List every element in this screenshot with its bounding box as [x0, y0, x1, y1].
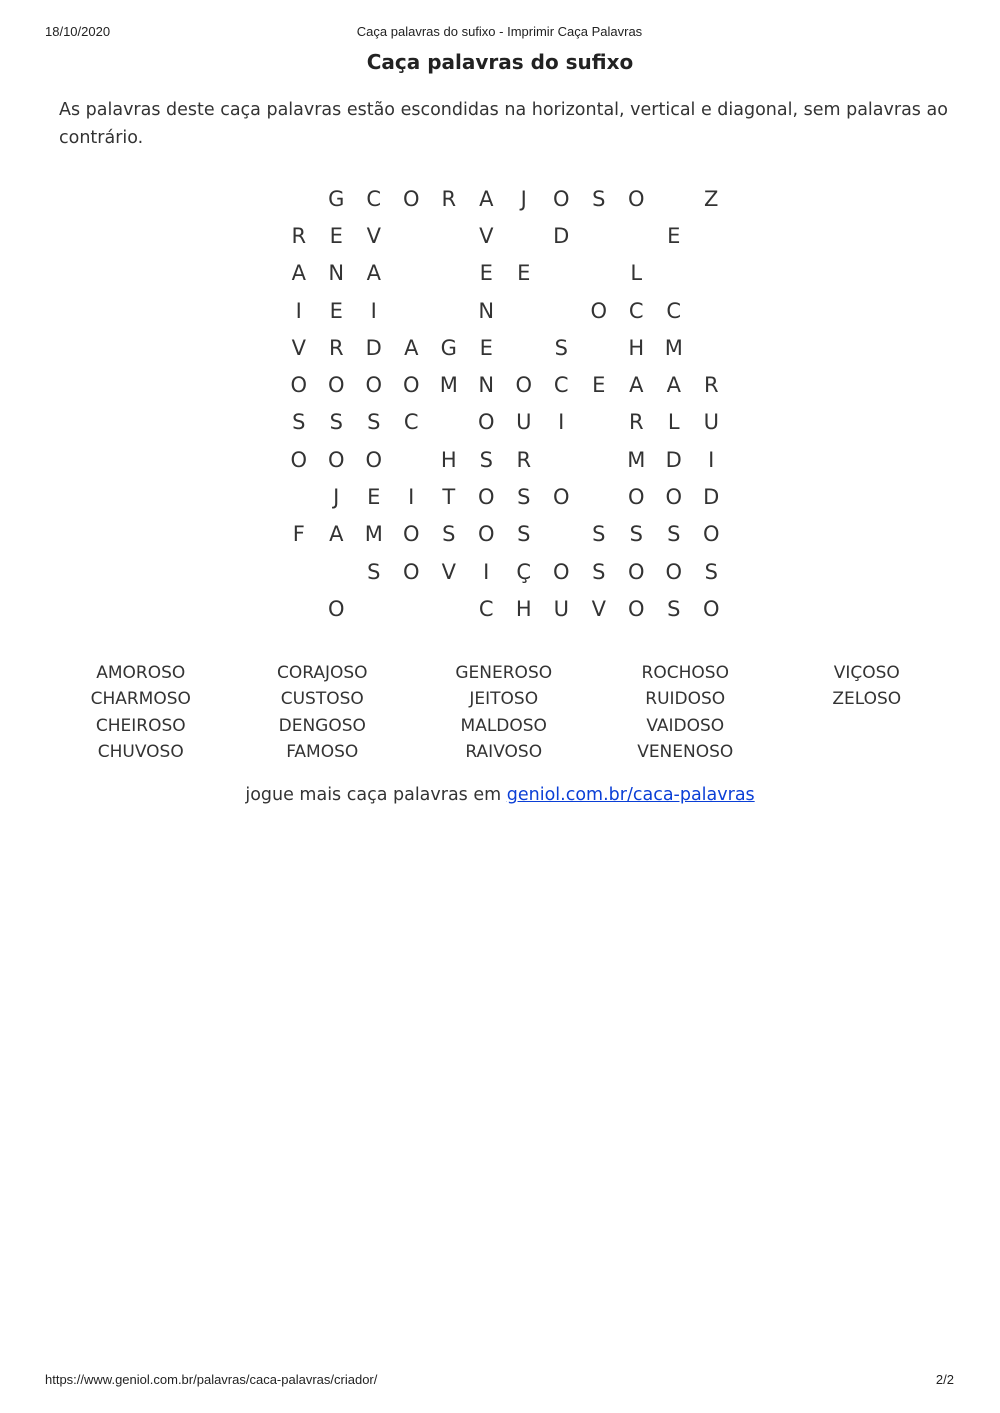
grid-cell: O	[552, 186, 570, 211]
grid-cell: S	[667, 596, 681, 621]
grid-cell: V	[441, 559, 456, 584]
grid-cell: S	[629, 522, 643, 547]
grid-cell	[355, 590, 393, 627]
grid-cell: F	[292, 522, 305, 547]
grid-cell: M	[664, 335, 683, 360]
grid-cell: S	[479, 447, 493, 472]
geniol-link[interactable]: geniol.com.br/caca-palavras	[506, 785, 755, 805]
word-search-grid	[280, 180, 730, 628]
grid-cell	[693, 329, 731, 366]
grid-cell: Z	[704, 186, 719, 211]
grid-cell: O	[290, 447, 308, 472]
grid-cell: G	[440, 335, 457, 360]
grid-cell: J	[520, 186, 527, 211]
grid-cell: S	[704, 559, 718, 584]
grid-cell: R	[441, 186, 457, 211]
grid-cell: D	[553, 223, 570, 248]
grid-cell: O	[552, 559, 570, 584]
grid-cell: C	[403, 410, 419, 435]
grid-cell: S	[517, 522, 531, 547]
grid-cell: O	[402, 186, 420, 211]
grid-cell: O	[402, 559, 420, 584]
word-list-item: VIÇOSO	[833, 663, 900, 683]
grid-cell	[580, 255, 618, 292]
grid-cell: E	[592, 373, 606, 398]
print-header	[45, 24, 954, 40]
grid-cell: R	[516, 447, 532, 472]
page-number: 2/2	[935, 1372, 954, 1387]
grid-cell: C	[366, 186, 382, 211]
grid-cell: R	[703, 373, 719, 398]
grid-cell: A	[366, 261, 381, 286]
word-list-item: CHEIROSO	[95, 715, 186, 736]
grid-cell	[430, 404, 468, 441]
grid-cell: D	[703, 485, 720, 510]
word-list	[50, 660, 958, 766]
grid-cell	[280, 590, 318, 627]
word-list-item: VAIDOSO	[646, 715, 725, 736]
grid-cell: J	[333, 485, 340, 510]
grid-cell: O	[477, 410, 495, 435]
print-url: https://www.geniol.com.br/palavras/caca-palavras/criador/	[45, 1372, 378, 1387]
grid-cell: M	[439, 373, 458, 398]
grid-cell	[580, 441, 618, 478]
grid-cell: O	[665, 559, 683, 584]
grid-cell	[393, 441, 431, 478]
grid-cell: H	[628, 335, 645, 360]
word-list-item: CORAJOSO	[276, 663, 368, 683]
grid-cell: A	[329, 522, 344, 547]
word-list-item: CUSTOSO	[280, 689, 364, 710]
grid-cell: T	[442, 485, 456, 510]
grid-cell	[430, 590, 468, 627]
grid-cell: E	[667, 223, 681, 248]
grid-cell: O	[590, 298, 608, 323]
grid-cell: A	[404, 335, 419, 360]
grid-cell: S	[554, 335, 568, 360]
grid-cell: V	[479, 223, 494, 248]
grid-cell: S	[517, 485, 531, 510]
grid-cell: C	[666, 298, 682, 323]
grid-cell	[505, 329, 543, 366]
grid-cell	[393, 292, 431, 329]
grid-cell	[393, 217, 431, 254]
grid-cell: M	[627, 447, 646, 472]
word-list-item: VENENOSO	[637, 742, 734, 763]
grid-cell: A	[479, 186, 494, 211]
grid-cell: O	[665, 485, 683, 510]
word-list-item: ZELOSO	[832, 689, 902, 710]
grid-cell	[580, 478, 618, 515]
grid-cell	[655, 255, 693, 292]
grid-cell	[655, 180, 693, 217]
grid-cell	[693, 292, 731, 329]
grid-cell: O	[365, 447, 383, 472]
grid-cell: L	[667, 410, 680, 435]
grid-cell: O	[327, 373, 345, 398]
instructions-text: As palavras deste caça palavras estão escondidas na horizontal, vertical e diagonal, sem palavras ao contrário.	[59, 100, 948, 148]
grid-cell: O	[327, 447, 345, 472]
page-title: Caça palavras do sufixo	[366, 50, 634, 74]
grid-cell	[318, 553, 356, 590]
grid-cell: I	[295, 298, 302, 323]
grid-cell: I	[483, 559, 490, 584]
grid-cell: S	[592, 522, 606, 547]
word-list-item: RAIVOSO	[465, 742, 543, 763]
word-list-item: RUIDOSO	[645, 689, 726, 710]
grid-cell: O	[515, 373, 533, 398]
grid-cell: V	[591, 596, 606, 621]
grid-cell: N	[478, 373, 495, 398]
print-footer	[45, 1372, 954, 1388]
grid-cell	[580, 404, 618, 441]
grid-cell: O	[627, 186, 645, 211]
print-title: Caça palavras do sufixo - Imprimir Caça Palavras	[356, 24, 643, 39]
grid-cell: S	[442, 522, 456, 547]
grid-cell: O	[402, 373, 420, 398]
grid-cell: C	[628, 298, 644, 323]
grid-cell: O	[627, 596, 645, 621]
grid-cell	[393, 590, 431, 627]
grid-cell: U	[703, 410, 719, 435]
grid-cell: O	[702, 522, 720, 547]
grid-cell: O	[477, 485, 495, 510]
grid-cell	[543, 516, 581, 553]
grid-cell	[580, 329, 618, 366]
grid-cell: R	[628, 410, 644, 435]
grid-cell: S	[592, 559, 606, 584]
grid-cell: A	[666, 373, 681, 398]
grid-cell: L	[630, 261, 643, 286]
grid-cell	[430, 217, 468, 254]
word-list-item: AMOROSO	[96, 663, 186, 683]
grid-cell: C	[553, 373, 569, 398]
grid-cell: N	[478, 298, 495, 323]
word-list-item	[776, 713, 958, 739]
grid-cell: E	[329, 223, 343, 248]
grid-cell: S	[292, 410, 306, 435]
grid-cell: D	[665, 447, 682, 472]
grid-cell	[280, 553, 318, 590]
word-list-item: FAMOSO	[286, 742, 359, 763]
grid-cell: A	[629, 373, 644, 398]
word-list-item: MALDOSO	[460, 715, 547, 736]
footer-note	[0, 785, 1000, 805]
grid-cell: O	[627, 559, 645, 584]
grid-cell: G	[328, 186, 345, 211]
grid-cell	[580, 217, 618, 254]
grid-cell: H	[440, 447, 457, 472]
grid-cell	[393, 255, 431, 292]
grid-cell: E	[517, 261, 531, 286]
print-date: 18/10/2020	[45, 24, 111, 39]
grid-cell: V	[366, 223, 381, 248]
grid-cell	[430, 255, 468, 292]
grid-cell: S	[592, 186, 606, 211]
word-list-item: CHARMOSO	[90, 689, 191, 710]
grid-cell: I	[370, 298, 377, 323]
grid-cell: E	[479, 261, 493, 286]
grid-cell: O	[477, 522, 495, 547]
grid-cell: O	[627, 485, 645, 510]
grid-cell	[543, 441, 581, 478]
word-list-item	[776, 739, 958, 765]
grid-cell: U	[553, 596, 569, 621]
grid-cell	[505, 292, 543, 329]
grid-cell: M	[364, 522, 383, 547]
grid-cell: O	[552, 485, 570, 510]
grid-cell: S	[329, 410, 343, 435]
grid-cell: O	[290, 373, 308, 398]
grid-cell: A	[291, 261, 306, 286]
grid-cell: I	[408, 485, 415, 510]
word-list-item: GENEROSO	[455, 663, 553, 683]
grid-cell	[543, 292, 581, 329]
word-list-item: ROCHOSO	[641, 663, 729, 683]
grid-cell: N	[328, 261, 345, 286]
grid-cell: O	[702, 596, 720, 621]
grid-cell	[693, 217, 731, 254]
grid-cell: D	[365, 335, 382, 360]
grid-cell: E	[329, 298, 343, 323]
grid-cell	[505, 217, 543, 254]
grid-cell: V	[291, 335, 306, 360]
grid-cell	[280, 478, 318, 515]
grid-cell: O	[365, 373, 383, 398]
grid-cell: E	[367, 485, 381, 510]
grid-cell: R	[328, 335, 344, 360]
grid-cell: Ç	[516, 559, 532, 584]
grid-cell: O	[402, 522, 420, 547]
grid-cell	[280, 180, 318, 217]
grid-cell: S	[367, 559, 381, 584]
word-list-item: DENGOSO	[278, 715, 366, 736]
grid-cell: C	[478, 596, 494, 621]
grid-cell: H	[515, 596, 532, 621]
grid-cell	[693, 255, 731, 292]
word-list-item: JEITOSO	[469, 689, 539, 710]
word-list-item: CHUVOSO	[97, 742, 184, 763]
grid-cell: E	[479, 335, 493, 360]
grid-cell: O	[327, 596, 345, 621]
grid-cell	[430, 292, 468, 329]
grid-cell: U	[516, 410, 532, 435]
grid-cell: R	[291, 223, 307, 248]
grid-cell: S	[667, 522, 681, 547]
grid-cell: I	[708, 447, 715, 472]
grid-cell: S	[367, 410, 381, 435]
footer-note-text: jogue mais caça palavras em	[245, 785, 507, 805]
grid-cell	[543, 255, 581, 292]
grid-cell: I	[558, 410, 565, 435]
grid-cell	[618, 217, 656, 254]
